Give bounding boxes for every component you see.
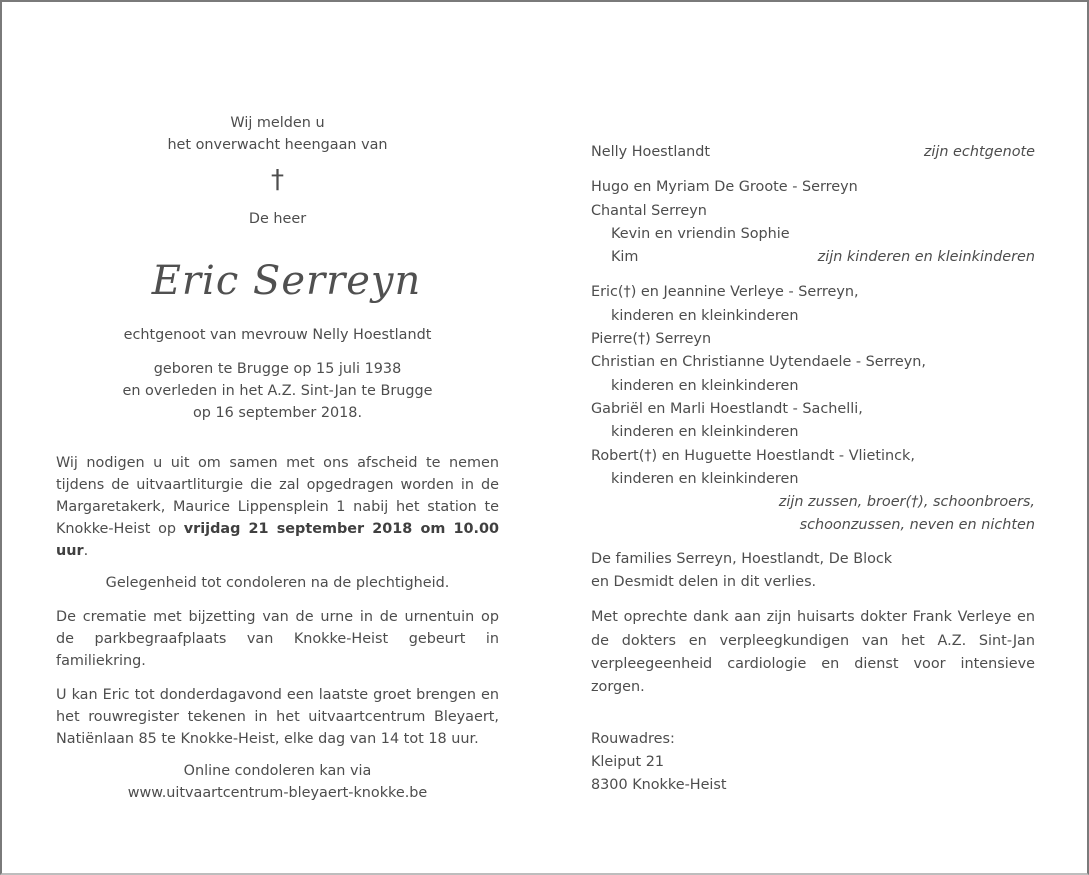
spouse-role: zijn echtgenote: [923, 144, 1035, 160]
child-2: Chantal Serreyn: [591, 202, 707, 219]
children-role: zijn kinderen en kleinkinderen: [817, 249, 1035, 266]
cross-icon: †: [271, 165, 284, 195]
sibling-4-sub: kinderen en kleinkinderen: [611, 424, 799, 441]
death-line: en overleden in het A.Z. Sint-Jan te Brugge: [122, 383, 433, 399]
sibling-5: Robert(†) en Huguette Hoestlandt - Vlietinck,: [591, 447, 915, 464]
intro-line-1: Wij melden u: [230, 115, 325, 131]
online-condolence-label: Online condoleren kan via: [183, 763, 372, 779]
grandchild-row: [591, 246, 1035, 269]
intro-line-2: het onverwacht heengaan van: [167, 137, 388, 153]
sibling-3: Christian en Christianne Uytendaele - Serreyn,: [591, 354, 926, 371]
sibling-5-sub: kinderen en kleinkinderen: [611, 470, 799, 487]
families-line-1: De families Serreyn, Hoestlandt, De Block: [591, 550, 893, 567]
grandchild-1: Kevin en vriendin Sophie: [611, 225, 790, 242]
birth-line: geboren te Brugge op 15 juli 1938: [153, 361, 402, 377]
invitation-end: .: [83, 543, 89, 559]
salutation: De heer: [248, 211, 307, 227]
funeral-date: vrijdag 21 september 2018 om 10.00 uur: [56, 521, 499, 559]
address-street: Kleiput 21: [591, 753, 665, 770]
online-condolence-url: www.uitvaartcentrum-bleyaert-knokke.be: [127, 785, 428, 801]
spouse-row: [591, 141, 1035, 164]
death-date-line: op 16 september 2018.: [192, 405, 363, 421]
grandchild-2: Kim: [611, 249, 639, 266]
address-city: 8300 Knokke-Heist: [591, 777, 727, 794]
cremation-paragraph: De crematie met bijzetting van de urne in de urnentuin op de parkbegraafplaats van Knokke-Heist gebeurt in familiekring.: [56, 609, 499, 669]
siblings-role-2: schoonzussen, neven en nichten: [799, 517, 1035, 534]
invitation-text: Wij nodigen u uit om samen met ons afscheid te nemen tijdens de uitvaartliturgie die zal opgedragen worden in de Margaretakerk, Maurice Lippensplein 1 nabij het station te Knokke-Heist op: [56, 455, 499, 537]
sibling-1: Eric(†) en Jeannine Verleye - Serreyn,: [591, 284, 859, 301]
condolence-note: Gelegenheid tot condoleren na de plechtigheid.: [105, 575, 450, 591]
child-1: Hugo en Myriam De Groote - Serreyn: [591, 179, 858, 196]
spouse-name: Nelly Hoestlandt: [591, 144, 711, 160]
siblings-role-1: zijn zussen, broer(†), schoonbroers,: [778, 494, 1035, 511]
spouse-line: echtgenoot van mevrouw Nelly Hoestlandt: [123, 327, 432, 343]
left-column: [56, 112, 499, 804]
families-line-2: en Desmidt delen in dit verlies.: [591, 574, 817, 591]
right-column: [591, 141, 1035, 797]
thanks-paragraph: Met oprechte dank aan zijn huisarts dokter Frank Verleye en de dokters en verpleegkundigen van het A.Z. Sint-Jan verpleegeenheid cardiologie en dienst voor intensieve zorgen.: [591, 609, 1035, 696]
deceased-name: Eric Serreyn: [151, 258, 422, 304]
address-label: Rouwadres:: [591, 730, 675, 747]
sibling-2: Pierre(†) Serreyn: [591, 331, 712, 348]
sibling-1-sub: kinderen en kleinkinderen: [611, 307, 799, 324]
sibling-4: Gabriël en Marli Hoestlandt - Sachelli,: [591, 400, 863, 417]
sibling-3-sub: kinderen en kleinkinderen: [611, 377, 799, 394]
visit-paragraph: U kan Eric tot donderdagavond een laatste groet brengen en het rouwregister tekenen in het uitvaartcentrum Bleyaert, Natiënlaan 85 te Knokke-Heist, elke dag van 14 tot 18 uur.: [56, 687, 499, 747]
invitation-paragraph: [56, 452, 499, 562]
